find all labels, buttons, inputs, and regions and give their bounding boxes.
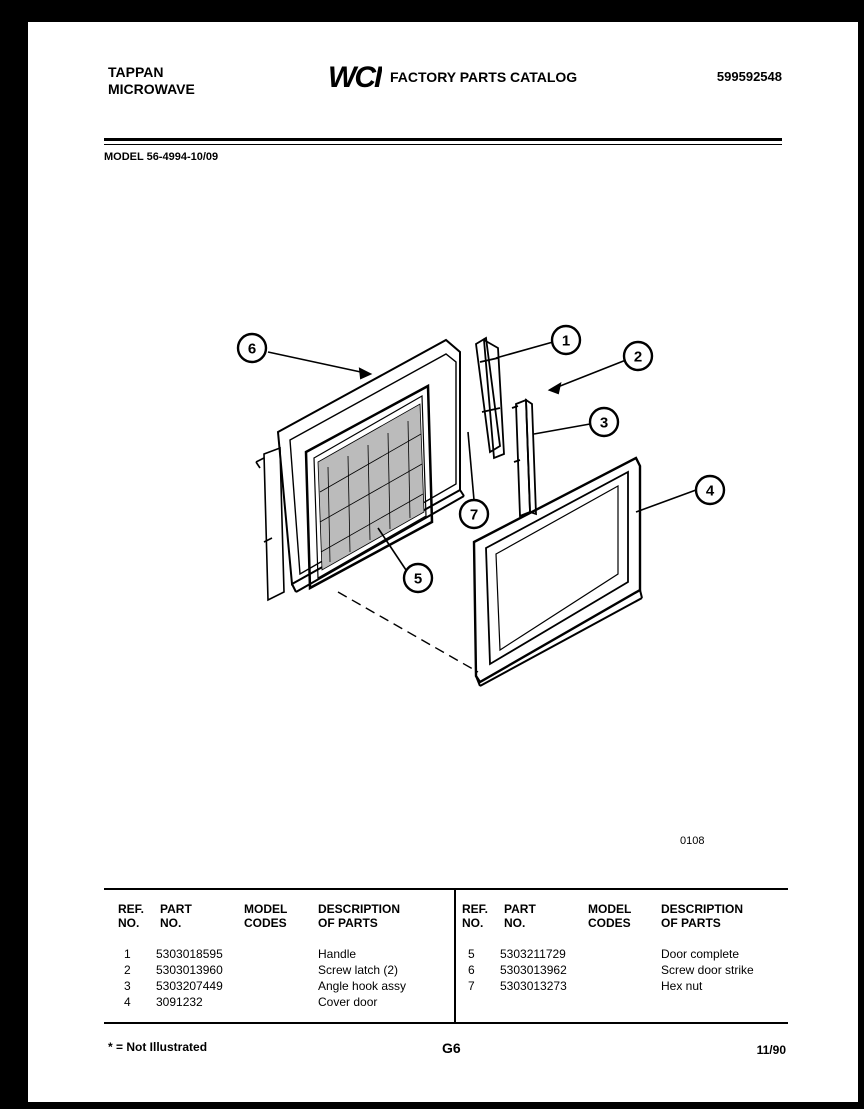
table-rule-bottom [104,1022,788,1024]
callout-5 [404,564,432,592]
page-code: G6 [442,1040,461,1056]
table-divider [454,890,456,1022]
table-cell: 6 [468,963,475,977]
svg-text:7: 7 [469,506,479,524]
col-ref-left [124,946,131,1010]
catalog-title: FACTORY PARTS CATALOG [390,69,578,85]
header-codes-right: MODEL CODES [588,902,632,930]
svg-text:1: 1 [561,332,571,350]
table-cell: 7 [468,979,475,993]
assembly-line [338,592,478,672]
callout-2 [624,342,652,370]
svg-text:5: 5 [413,570,423,588]
callout-6 [238,334,266,362]
callout-4 [696,476,724,504]
angle-hook [512,400,536,516]
col-desc-right [661,946,754,994]
model-line: MODEL 56-4994-10/09 [104,151,219,163]
table-cell: Hex nut [661,979,703,993]
header-ref-right: REF. NO. [462,902,489,930]
table-cell: 3 [124,979,131,993]
header-part-left: PART NO. [160,902,192,930]
table-cell: 1 [124,947,131,961]
callout-7 [460,500,488,528]
mesh-screen [318,404,424,570]
table-cell: 3091232 [156,995,203,1009]
drawing-code: 0108 [680,835,705,847]
header-ref-left: REF. NO. [118,902,145,930]
svg-text:4: 4 [705,482,715,500]
table-cell: Handle [318,947,357,961]
table-cell: Screw door strike [661,963,754,977]
cover-door [474,458,642,686]
svg-text:2: 2 [633,348,643,366]
logo-text: WCI [328,61,381,92]
table-cell: 5303013962 [500,963,567,977]
table-cell: Cover door [318,995,378,1009]
callout-3 [590,408,618,436]
callout-1 [552,326,580,354]
col-desc-left [318,946,406,1010]
catalog-number: 599592548 [716,69,782,84]
exploded-diagram [28,22,858,822]
header-desc-right: DESCRIPTION OF PARTS [661,902,744,930]
table-cell: 5303018595 [156,947,223,961]
table-rule-top [104,888,788,890]
col-ref-right [468,946,475,994]
header-desc-left: DESCRIPTION OF PARTS [318,902,401,930]
catalog-page [28,22,858,1102]
table-cell: 2 [124,963,131,977]
table-cell: Screw latch (2) [318,963,399,977]
hinge-plate [256,448,284,600]
table-cell: 5303211729 [500,947,566,961]
not-illustrated-note: * = Not Illustrated [108,1040,208,1054]
brand-line-2: MICROWAVE [108,81,195,97]
col-part-left [156,946,223,1010]
arrow-head-6 [360,369,370,378]
footer-date: 11/90 [756,1043,786,1057]
table-cell: Angle hook assy [318,979,407,993]
table-cell: 5303013960 [156,963,223,977]
table-cell: Door complete [661,947,740,961]
arrow-head-2 [550,384,560,393]
table-cell: 5303013273 [500,979,567,993]
header-codes-left: MODEL CODES [244,902,288,930]
brand-line-1: TAPPAN [108,64,164,80]
table-cell: 5 [468,947,475,961]
table-cell: 4 [124,995,131,1009]
svg-text:3: 3 [599,414,609,432]
svg-text:6: 6 [247,340,257,358]
handle [476,338,504,458]
col-part-right [500,946,567,994]
table-cell: 5303207449 [156,979,223,993]
header-part-right: PART NO. [504,902,536,930]
